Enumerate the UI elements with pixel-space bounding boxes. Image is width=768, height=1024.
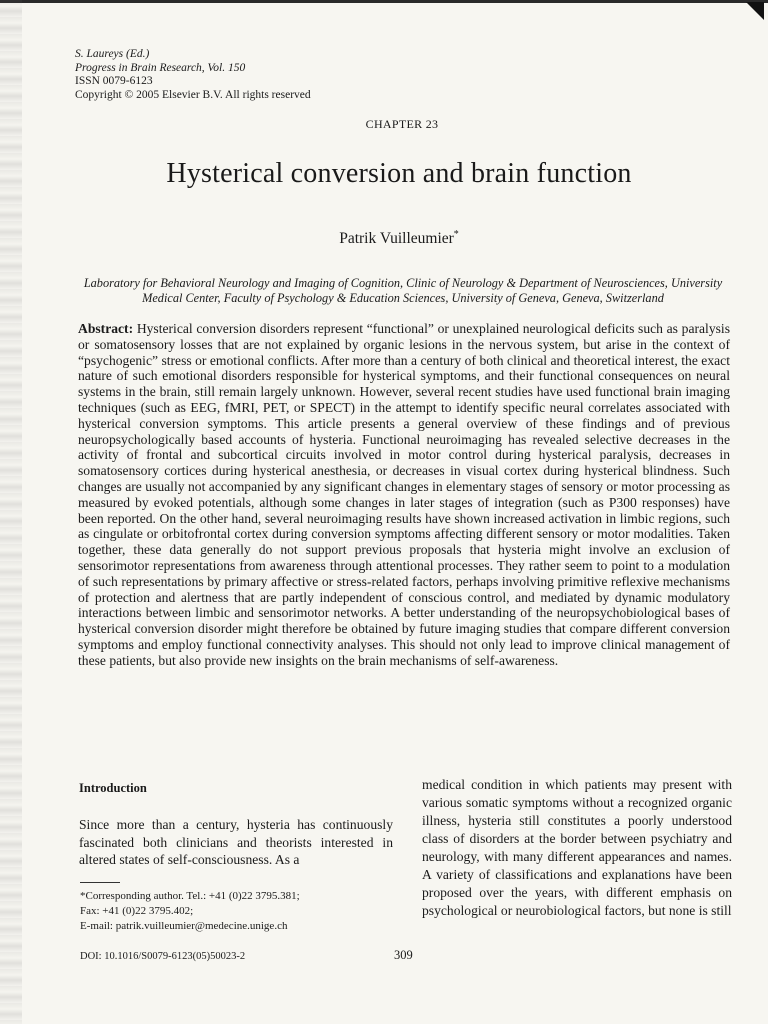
section-heading: Introduction: [79, 781, 147, 795]
editor-line: S. Laureys (Ed.): [75, 48, 150, 60]
doi: DOI: 10.1016/S0079-6123(05)50023-2: [80, 951, 246, 962]
right-column: [422, 776, 732, 920]
author-name-text: Patrik Vuilleumier: [339, 230, 454, 248]
issn-line: ISSN 0079-6123: [75, 75, 153, 87]
author-name: [0, 229, 768, 248]
page-number: 309: [394, 948, 413, 962]
scan-edge-shadow: [0, 0, 22, 1024]
article-title: Hysterical conversion and brain function: [166, 158, 632, 189]
top-border-rule: [0, 0, 768, 3]
footnote-email: E-mail: patrik.vuilleumier@medecine.unige.ch: [80, 920, 288, 932]
affiliation: Laboratory for Behavioral Neurology and Imaging of Cognition, Clinic of Neurology & Department of Neurosciences, University Medical Center, Faculty of Psychology & Education Sciences, University of Geneva, Geneva, Switzerland: [83, 276, 723, 305]
abstract: [78, 321, 730, 669]
footnote: [80, 889, 400, 934]
introduction-text-left: Since more than a century, hysteria has continuously fascinated both clinicians and theorists interested in altered states of self-consciousness. As a: [79, 817, 393, 868]
copyright-line: Copyright © 2005 Elsevier B.V. All rights reserved: [75, 88, 311, 101]
left-column: [79, 780, 393, 869]
author-footnote-mark: *: [453, 229, 459, 240]
footnote-phone: *Corresponding author. Tel.: +41 (0)22 3795.381;: [80, 890, 300, 902]
abstract-label: Abstract:: [78, 321, 134, 336]
corner-arrow-icon: [746, 2, 764, 20]
introduction-text-right: medical condition in which patients may present with various somatic symptoms without a recognized organic illness, hysteria still constitutes a poorly understood class of disorders at the border between psychiatry and neurology, with many different appearances and names. A variety of classifications and explanations have been proposed over the years, with different emphasis on psychological or neurobiological factors, but none is still: [422, 777, 732, 918]
footnote-fax: Fax: +41 (0)22 3795.402;: [80, 905, 194, 917]
chapter-number: CHAPTER 23: [365, 117, 439, 131]
footnote-rule: [80, 882, 120, 883]
series-line: Progress in Brain Research, Vol. 150: [75, 61, 246, 74]
abstract-text: Hysterical conversion disorders represent “functional” or unexplained neurological deficits such as paralysis or somatosensory losses that are not explained by organic lesions in the nervous system, but arise in the context of “psychogenic” stress or emotional conflicts. After more than a century of both clinical and theoretical interest, the exact nature of such emotional disorders responsible for hysterical symptoms, and their functional consequences on neural systems in the brain, still remain largely unknown. However, several recent studies have used functional brain imaging techniques (such as EEG, fMRI, PET, or SPECT) in the attempt to identify specific neural correlates associated with hysterical conversion symptoms. This article presents a general overview of these findings and of previous neuropsychologically based accounts of hysteria. Functional neuroimaging has revealed selective decreases in the activity of frontal and subcortical circuits involved in motor control during hysterical paralysis, decreases in somatosensory cortices during hysterical anesthesia, or decreases in visual cortex during hysterical blindness. Such changes are usually not accompanied by any significant changes in elementary stages of sensory or motor processing as measured by evoked potentials, although some changes in later stages of integration (such as P300 responses) have been reported. On the other hand, several neuroimaging results have shown increased activation in limbic regions, such as cingulate or orbitofrontal cortex during conversion symptoms affecting different sensory or motor modalities. Taken together, these data generally do not support previous proposals that hysteria might involve an exclusion of sensorimotor representations from awareness through attentional processes. They rather seem to point to a modulation of such representations by primary affective or stress-related factors, perhaps involving primitive reflexive mechanisms of protection and alertness that are partly independent of conscious control, and mediated by dynamic modulatory interactions between limbic and sensorimotor networks. A better understanding of the neuropsychobiological bases of hysterical conversion disorder might therefore be obtained by future imaging studies that compare different conversion symptoms and employ functional connectivity analyses. This should not only lead to improve clinical management of these patients, but also provide new insights on the brain mechanisms of self-awareness.: [78, 321, 730, 668]
publication-metadata: [75, 48, 311, 102]
